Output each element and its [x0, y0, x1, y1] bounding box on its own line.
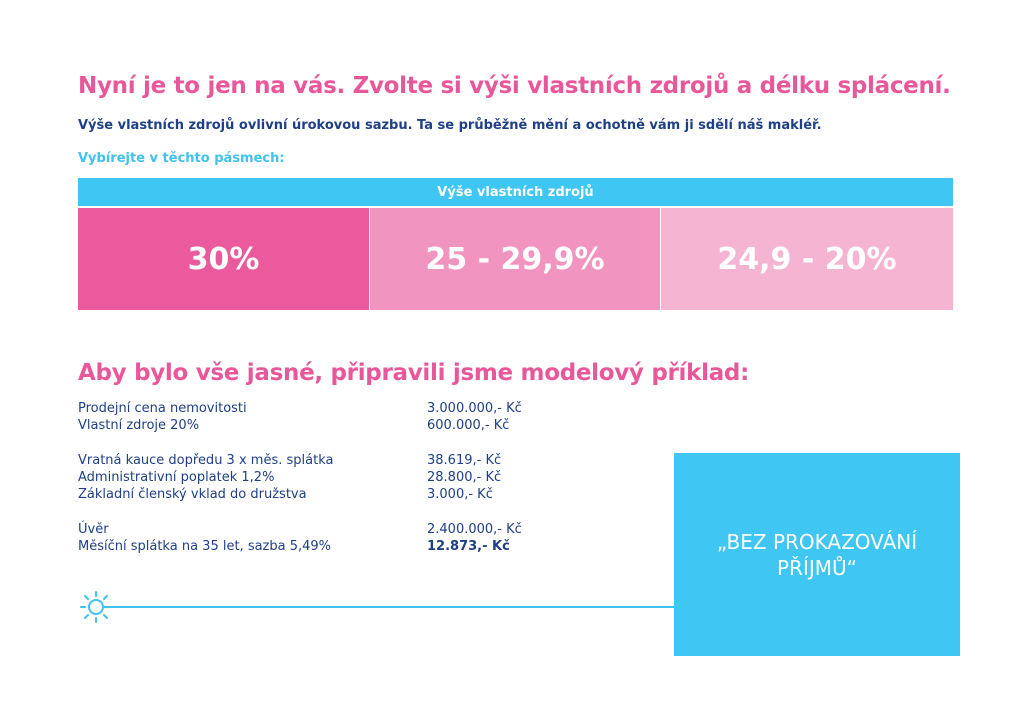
- callout-box: [674, 453, 960, 656]
- row-label: Prodejní cena nemovitosti: [78, 401, 247, 416]
- row-label: Základní členský vklad do družstva: [78, 487, 307, 502]
- row-value: 3.000,- Kč: [427, 487, 493, 502]
- row-label: Úvěr: [78, 522, 109, 537]
- lightbulb-icon: [76, 590, 120, 626]
- monthly-payment-value: 12.873,- Kč: [427, 539, 510, 554]
- example-row: [78, 538, 548, 555]
- row-label: Měsíční splátka na 35 let, sazba 5,49%: [78, 539, 332, 554]
- row-label: Vratná kauce dopředu 3 x měs. splátka: [78, 453, 334, 468]
- row-value: 38.619,- Kč: [427, 453, 502, 468]
- divider-line: [116, 606, 676, 608]
- row-value: 28.800,- Kč: [427, 470, 502, 485]
- band-25-29: 25 - 29,9%: [370, 208, 660, 310]
- example-title: Aby bylo vše jasné, připravili jsme modelový příklad:: [78, 360, 749, 386]
- choose-label: Vybírejte v těchto pásmech:: [78, 151, 285, 166]
- page-title: Nyní je to jen na vás. Zvolte si výši vlastních zdrojů a délku splácení.: [78, 73, 951, 99]
- example-row: [78, 486, 548, 503]
- row-value: 600.000,- Kč: [427, 418, 510, 433]
- example-row: [78, 417, 548, 434]
- row-value: 2.400.000,- Kč: [427, 522, 522, 537]
- band-20-24: 24,9 - 20%: [661, 208, 953, 310]
- band-30: 30%: [78, 208, 369, 310]
- page-subtitle: Výše vlastních zdrojů ovlivní úrokovou sazbu. Ta se průběžně mění a ochotně vám ji sdělí náš makléř.: [78, 118, 822, 133]
- bands-header: Výše vlastních zdrojů: [78, 178, 953, 206]
- row-label: Administrativní poplatek 1,2%: [78, 470, 275, 485]
- example-row: [78, 452, 548, 469]
- callout-line1: „BEZ PROKAZOVÁNÍ: [716, 529, 918, 554]
- row-label: Vlastní zdroje 20%: [78, 418, 200, 433]
- example-row: [78, 400, 548, 417]
- callout-line2: PŘÍJMŮ“: [776, 555, 857, 580]
- example-row: [78, 469, 548, 486]
- example-row: [78, 521, 548, 538]
- row-value: 3.000.000,- Kč: [427, 401, 522, 416]
